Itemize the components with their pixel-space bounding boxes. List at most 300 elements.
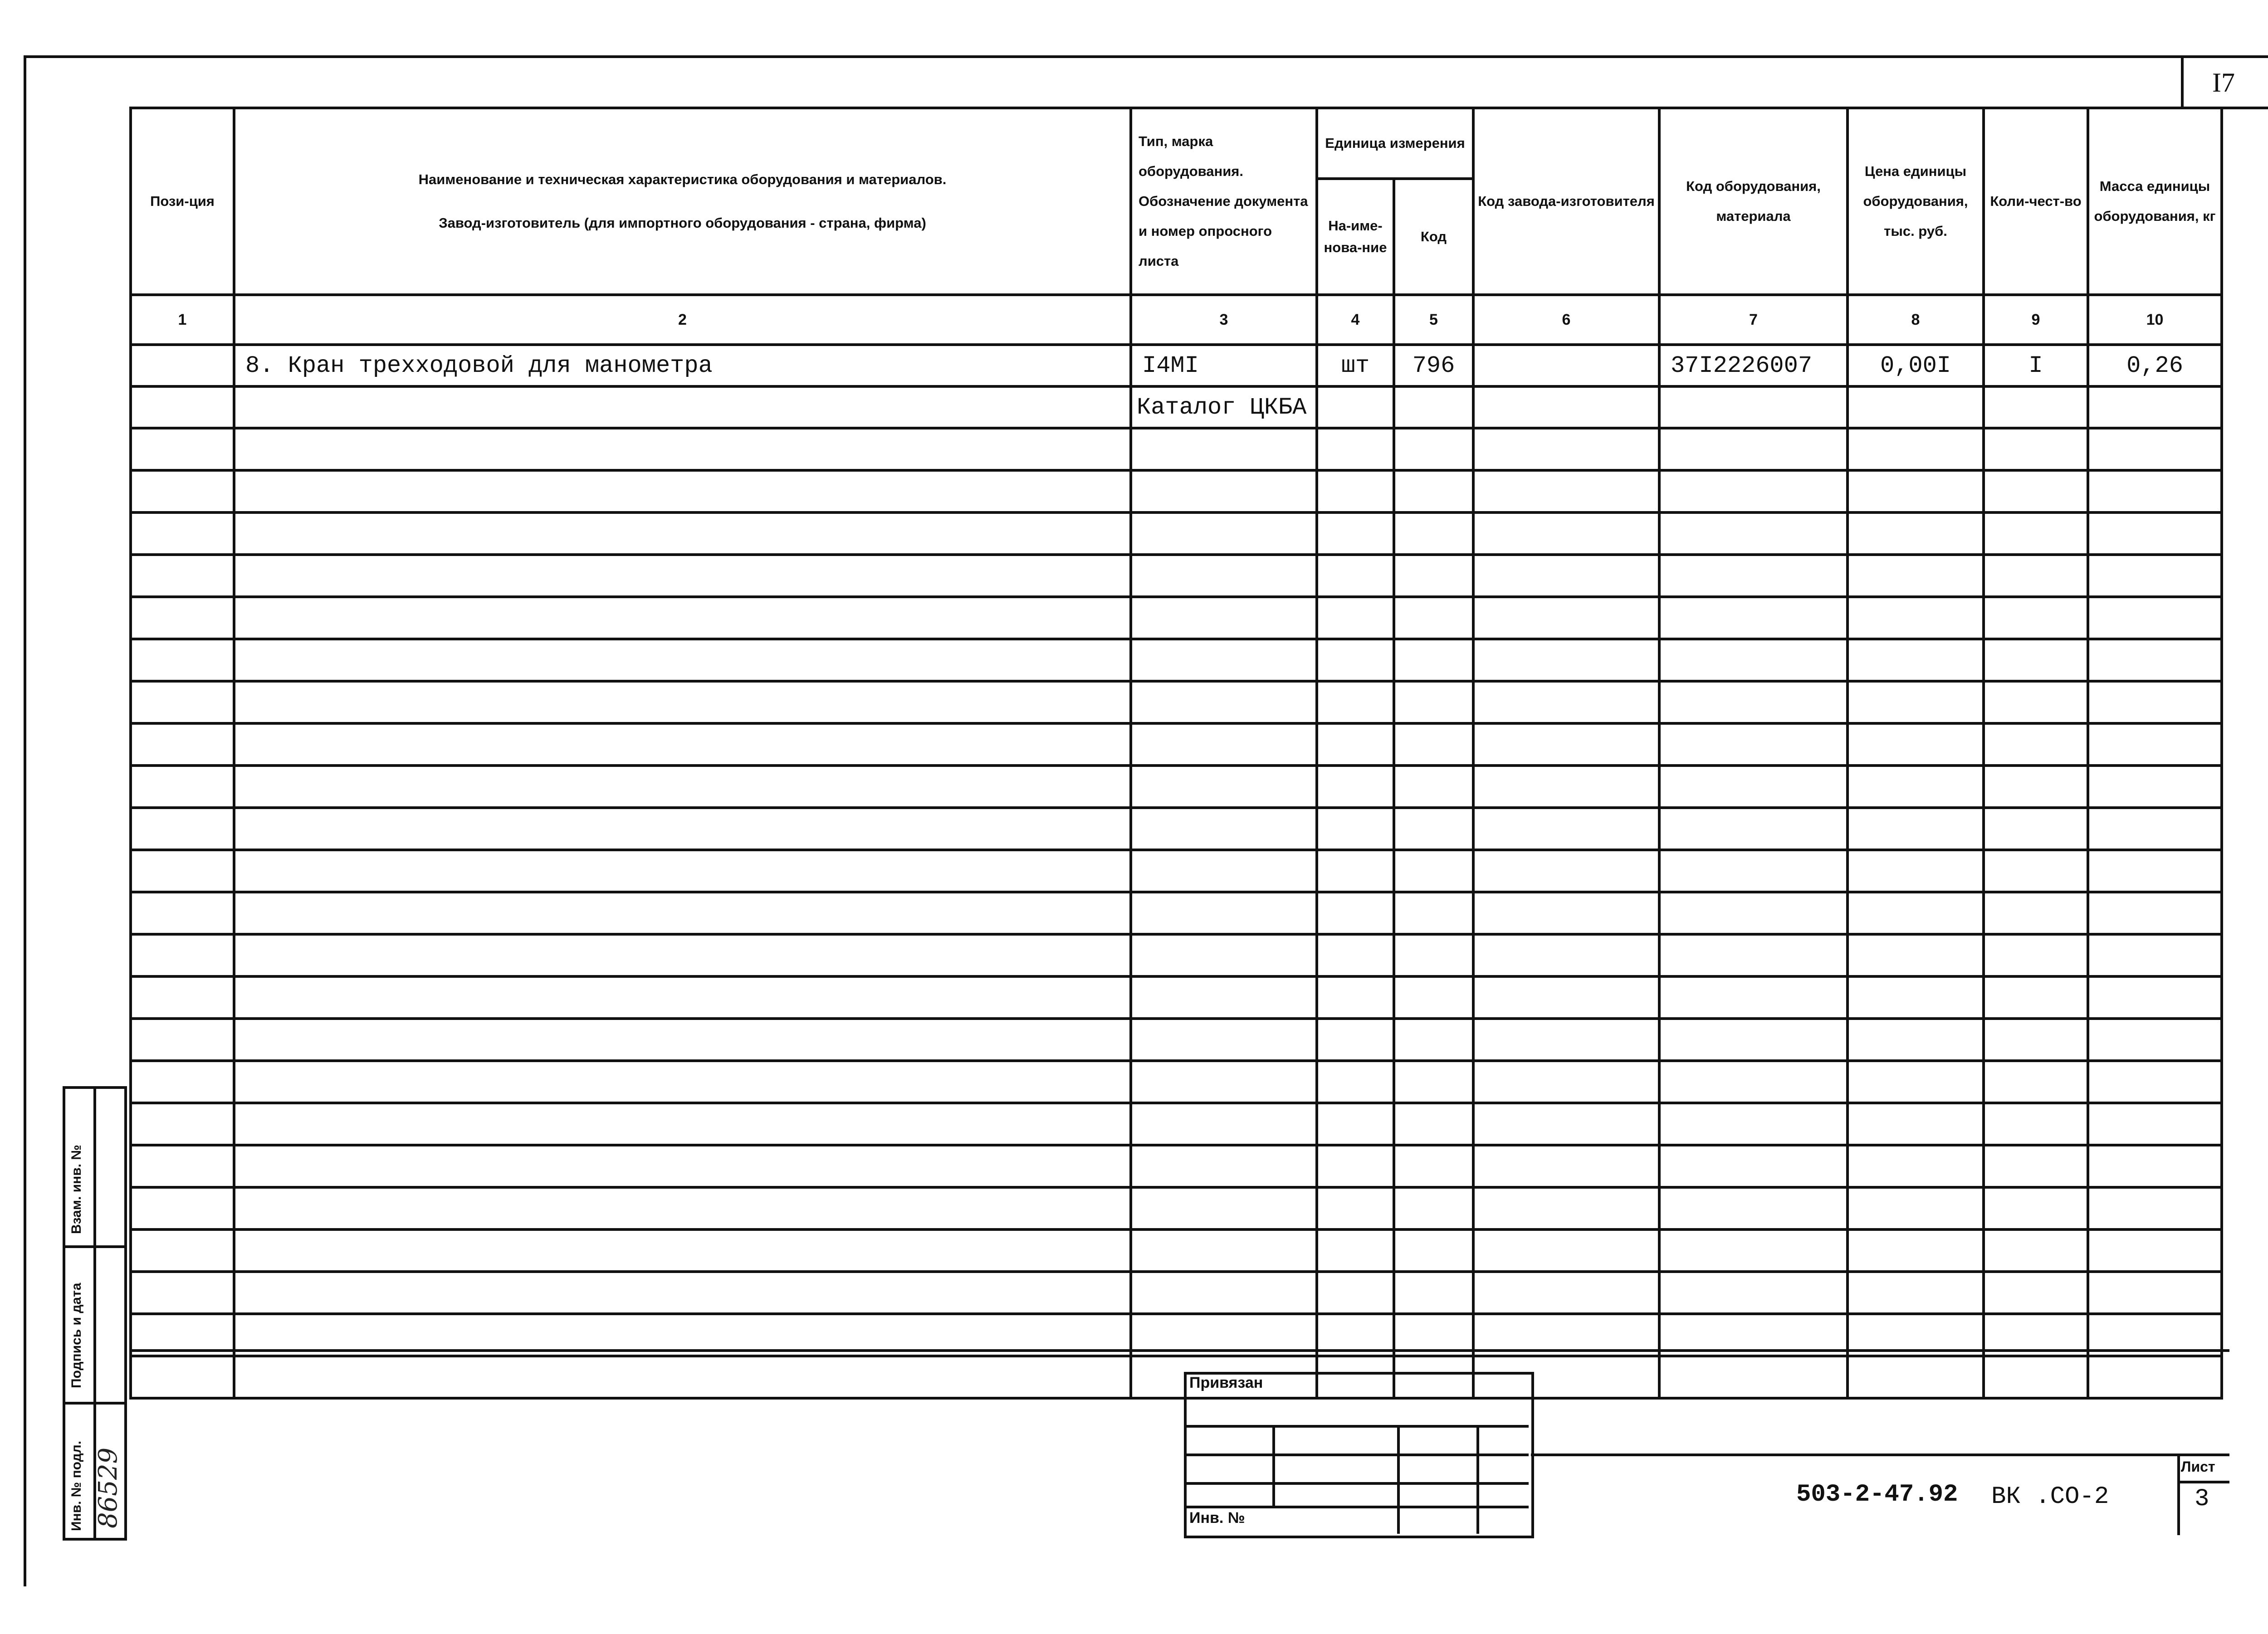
table-row <box>131 1187 2222 1229</box>
bottom-rule <box>129 1349 2229 1352</box>
table-cell <box>1984 1061 2088 1103</box>
table-row <box>131 386 2222 428</box>
table-cell <box>234 850 1131 892</box>
table-cell <box>131 681 234 723</box>
table-cell <box>131 1187 234 1229</box>
table-cell <box>234 512 1131 555</box>
table-cell <box>1394 1187 1473 1229</box>
table-cell <box>1473 892 1659 934</box>
table-cell <box>1131 808 1317 850</box>
table-cell <box>1317 808 1394 850</box>
col-num: 7 <box>1659 295 1848 345</box>
document-code: 503-2-47.92 <box>1796 1481 1958 1508</box>
header-unit-name: На-име-нова-ние <box>1317 179 1394 295</box>
table-row <box>131 976 2222 1019</box>
table-cell <box>1473 597 1659 639</box>
attached-col-line <box>1476 1425 1479 1534</box>
table-cell <box>1984 1103 2088 1145</box>
table-cell <box>131 1356 234 1398</box>
side-label-signature-date: Подпись и дата <box>69 1283 84 1388</box>
table-cell <box>1394 892 1473 934</box>
col-num: 2 <box>234 295 1131 345</box>
table-cell <box>1473 808 1659 850</box>
table-cell <box>234 555 1131 597</box>
table-cell <box>1131 850 1317 892</box>
table-row <box>131 850 2222 892</box>
table-cell <box>1984 470 2088 512</box>
table-cell <box>1317 639 1394 681</box>
table-cell <box>1394 934 1473 976</box>
table-cell <box>1131 512 1317 555</box>
table-cell <box>1984 1019 2088 1061</box>
table-cell <box>2088 639 2222 681</box>
table-cell <box>131 892 234 934</box>
table-row <box>131 1061 2222 1103</box>
table-cell <box>1317 470 1394 512</box>
table-row <box>131 470 2222 512</box>
table-cell <box>1848 597 1984 639</box>
table-cell <box>234 934 1131 976</box>
table-cell <box>234 1229 1131 1272</box>
table-cell <box>1848 1019 1984 1061</box>
header-factory-code: Код завода-изготовителя <box>1473 108 1659 295</box>
table-cell <box>1317 892 1394 934</box>
table-cell <box>1317 1019 1394 1061</box>
attached-col-line <box>1397 1425 1400 1534</box>
table-cell <box>131 1272 234 1314</box>
table-cell <box>2088 1356 2222 1398</box>
table-cell <box>131 808 234 850</box>
table-cell <box>2088 1145 2222 1187</box>
header-unit-code: Код <box>1394 179 1473 295</box>
table-cell <box>234 766 1131 808</box>
table-cell <box>1659 1356 1848 1398</box>
table-cell <box>1659 766 1848 808</box>
table-cell <box>1131 1103 1317 1145</box>
table-cell <box>131 597 234 639</box>
table-cell <box>2088 1229 2222 1272</box>
table-cell <box>1394 723 1473 766</box>
table-cell <box>1317 1061 1394 1103</box>
table-cell <box>1984 597 2088 639</box>
table-cell <box>1473 681 1659 723</box>
table-cell <box>234 470 1131 512</box>
header-unit-group: Единица измерения <box>1317 108 1473 179</box>
table-cell <box>1659 1272 1848 1314</box>
table-cell <box>1394 976 1473 1019</box>
table-row <box>131 808 2222 850</box>
table-cell <box>234 1356 1131 1398</box>
table-cell <box>1473 1061 1659 1103</box>
table-cell <box>234 808 1131 850</box>
table-cell <box>2088 934 2222 976</box>
table-cell <box>1473 766 1659 808</box>
table-cell <box>1984 808 2088 850</box>
table-cell <box>1848 1061 1984 1103</box>
attached-col-line <box>1272 1425 1275 1507</box>
table-row <box>131 1356 2222 1398</box>
side-divider <box>65 1245 124 1248</box>
table-cell <box>1131 639 1317 681</box>
section-code: ВК .СО-2 <box>1991 1483 2109 1511</box>
table-row <box>131 597 2222 639</box>
table-cell <box>2088 976 2222 1019</box>
table-cell <box>1317 934 1394 976</box>
table-cell <box>1848 934 1984 976</box>
cell-mass: 0,26 <box>2088 345 2222 386</box>
cell-mass <box>2088 386 2222 428</box>
table-cell <box>1659 555 1848 597</box>
table-cell <box>234 1103 1131 1145</box>
table-cell <box>1659 681 1848 723</box>
table-cell <box>1394 1272 1473 1314</box>
table-cell <box>131 1019 234 1061</box>
table-cell <box>1394 512 1473 555</box>
table-cell <box>1473 470 1659 512</box>
table-cell <box>1473 934 1659 976</box>
cell-unit-code: 796 <box>1394 345 1473 386</box>
table-cell <box>2088 512 2222 555</box>
table-cell <box>1848 976 1984 1019</box>
table-cell <box>1317 1229 1394 1272</box>
table-cell <box>1984 976 2088 1019</box>
cell-quantity <box>1984 386 2088 428</box>
table-cell <box>131 723 234 766</box>
table-cell <box>1659 428 1848 470</box>
handwritten-inv-number: 86529 <box>93 1447 123 1528</box>
table-cell <box>131 1061 234 1103</box>
table-cell <box>234 428 1131 470</box>
table-cell <box>1131 1019 1317 1061</box>
table-cell <box>1394 428 1473 470</box>
table-cell <box>1317 723 1394 766</box>
header-name <box>234 108 1131 295</box>
table-cell <box>2088 1103 2222 1145</box>
cell-unit-name: шт <box>1317 345 1394 386</box>
table-cell <box>1848 723 1984 766</box>
col-num: 3 <box>1131 295 1317 345</box>
table-cell <box>2088 850 2222 892</box>
table-cell <box>1473 639 1659 681</box>
table-cell <box>1394 1229 1473 1272</box>
table-cell <box>1131 892 1317 934</box>
attached-label: Привязан <box>1189 1374 1263 1391</box>
cell-name <box>234 386 1131 428</box>
table-cell <box>1473 976 1659 1019</box>
table-cell <box>1394 1061 1473 1103</box>
table-cell <box>1473 850 1659 892</box>
table-cell <box>2088 428 2222 470</box>
specification-table <box>129 107 2223 1400</box>
table-cell <box>1394 639 1473 681</box>
page-number: I7 <box>2212 68 2235 98</box>
cell-price: 0,00I <box>1848 345 1984 386</box>
table-cell <box>1473 1145 1659 1187</box>
table-cell <box>1984 639 2088 681</box>
table-cell <box>1984 681 2088 723</box>
table-cell <box>1394 1019 1473 1061</box>
table-row <box>131 512 2222 555</box>
table-cell <box>1848 1272 1984 1314</box>
table-cell <box>234 976 1131 1019</box>
table-cell <box>2088 1019 2222 1061</box>
table-cell <box>1473 1019 1659 1061</box>
table-cell <box>2088 681 2222 723</box>
table-cell <box>1473 1229 1659 1272</box>
table-row <box>131 1019 2222 1061</box>
header-equipment-code: Код оборудования, материала <box>1659 108 1848 295</box>
table-cell <box>234 1019 1131 1061</box>
table-cell <box>1848 639 1984 681</box>
table-cell <box>2088 892 2222 934</box>
header-quantity: Коли-чест-во <box>1984 108 2088 295</box>
table-cell <box>1659 976 1848 1019</box>
column-number-row <box>131 295 2222 345</box>
table-cell <box>131 555 234 597</box>
table-cell <box>1131 470 1317 512</box>
table-cell <box>1984 428 2088 470</box>
table-cell <box>1131 428 1317 470</box>
table-cell <box>1473 555 1659 597</box>
table-cell <box>1659 1187 1848 1229</box>
table-cell <box>1473 428 1659 470</box>
table-cell <box>1848 1229 1984 1272</box>
side-label-inv-replace: Взам. инв. № <box>69 1145 84 1234</box>
table-cell <box>1848 1356 1984 1398</box>
header-price: Цена единицы оборудования, тыс. руб. <box>1848 108 1984 295</box>
col-num: 4 <box>1317 295 1394 345</box>
table-cell <box>2088 766 2222 808</box>
sheet-number: 3 <box>2195 1485 2209 1513</box>
table-cell <box>1659 850 1848 892</box>
table-cell <box>1659 470 1848 512</box>
cell-factory-code <box>1473 345 1659 386</box>
table-cell <box>1131 1187 1317 1229</box>
table-cell <box>1394 681 1473 723</box>
table-cell <box>2088 1187 2222 1229</box>
table-cell <box>1659 1019 1848 1061</box>
cell-position <box>131 345 234 386</box>
table-cell <box>1659 723 1848 766</box>
cell-type: I4MI <box>1131 345 1317 386</box>
table-cell <box>234 597 1131 639</box>
cell-quantity: I <box>1984 345 2088 386</box>
table-cell <box>1984 555 2088 597</box>
table-cell <box>1131 1061 1317 1103</box>
table-row <box>131 681 2222 723</box>
header-row <box>131 108 2222 179</box>
table-cell <box>1984 1187 2088 1229</box>
cell-type: Каталог ЦКБА <box>1131 386 1317 428</box>
table-cell <box>1848 555 1984 597</box>
table-cell <box>1131 597 1317 639</box>
header-name-line2: Завод-изготовитель (для импортного оборудования - страна, фирма) <box>439 215 926 231</box>
table-cell <box>1473 1187 1659 1229</box>
table-cell <box>131 1103 234 1145</box>
table-cell <box>131 512 234 555</box>
table-cell <box>1659 934 1848 976</box>
table-cell <box>1317 1187 1394 1229</box>
table-cell <box>234 639 1131 681</box>
title-block-rule <box>1531 1454 2229 1456</box>
header-type: Тип, марка оборудования. Обозначение документа и номер опросного листа <box>1131 108 1317 295</box>
table-row <box>131 345 2222 386</box>
table-cell <box>1317 1145 1394 1187</box>
sheet-label: Лист <box>2181 1458 2215 1475</box>
col-num: 5 <box>1394 295 1473 345</box>
table-cell <box>1848 892 1984 934</box>
cell-equipment-code: 37I2226007 <box>1659 345 1848 386</box>
cell-name: 8. Кран трехходовой для манометра <box>234 345 1131 386</box>
table-cell <box>1984 766 2088 808</box>
table-cell <box>2088 555 2222 597</box>
table-cell <box>1317 1272 1394 1314</box>
table-cell <box>1848 1187 1984 1229</box>
table-cell <box>1317 850 1394 892</box>
table-cell <box>1131 766 1317 808</box>
table-cell <box>1659 597 1848 639</box>
table-cell <box>1848 512 1984 555</box>
table-row <box>131 428 2222 470</box>
table-cell <box>234 1187 1131 1229</box>
table-cell <box>2088 1272 2222 1314</box>
table-cell <box>1394 1103 1473 1145</box>
table-cell <box>2088 470 2222 512</box>
table-cell <box>1984 934 2088 976</box>
cell-unit-code <box>1394 386 1473 428</box>
table-cell <box>1317 766 1394 808</box>
table-cell <box>1394 597 1473 639</box>
table-cell <box>1659 1103 1848 1145</box>
table-cell <box>1394 470 1473 512</box>
header-mass: Масса единицы оборудования, кг <box>2088 108 2222 295</box>
table-cell <box>1659 512 1848 555</box>
header-position: Пози-ция <box>131 108 234 295</box>
table-cell <box>234 1145 1131 1187</box>
side-divider <box>65 1402 124 1405</box>
inv-no-label: Инв. № <box>1189 1509 1245 1527</box>
table-cell <box>131 1145 234 1187</box>
table-cell <box>131 1229 234 1272</box>
table-cell <box>1317 1103 1394 1145</box>
table-cell <box>1984 892 2088 934</box>
table-cell <box>1131 976 1317 1019</box>
table-cell <box>1848 808 1984 850</box>
col-num: 9 <box>1984 295 2088 345</box>
table-row <box>131 555 2222 597</box>
table-cell <box>1131 681 1317 723</box>
cell-unit-name <box>1317 386 1394 428</box>
table-cell <box>1131 934 1317 976</box>
table-cell <box>131 976 234 1019</box>
table-cell <box>131 470 234 512</box>
table-cell <box>1473 1272 1659 1314</box>
table-cell <box>1317 597 1394 639</box>
table-cell <box>1984 850 2088 892</box>
table-cell <box>1659 892 1848 934</box>
table-cell <box>131 428 234 470</box>
table-cell <box>1659 808 1848 850</box>
cell-factory-code <box>1473 386 1659 428</box>
table-cell <box>2088 808 2222 850</box>
table-cell <box>1131 1229 1317 1272</box>
table-row <box>131 639 2222 681</box>
table-cell <box>234 892 1131 934</box>
table-cell <box>1659 1061 1848 1103</box>
table-cell <box>1848 681 1984 723</box>
table-cell <box>1131 555 1317 597</box>
cell-price <box>1848 386 1984 428</box>
table-cell <box>131 850 234 892</box>
col-num: 6 <box>1473 295 1659 345</box>
table-cell <box>234 723 1131 766</box>
table-cell <box>1394 808 1473 850</box>
table-cell <box>2088 1061 2222 1103</box>
table-cell <box>1848 1145 1984 1187</box>
table-row <box>131 892 2222 934</box>
table-cell <box>234 681 1131 723</box>
table-cell <box>131 766 234 808</box>
table-row <box>131 1145 2222 1187</box>
table-cell <box>1848 428 1984 470</box>
sheet-box-divider <box>2177 1481 2229 1483</box>
table-cell <box>1659 1229 1848 1272</box>
table-cell <box>1317 681 1394 723</box>
table-cell <box>1131 1272 1317 1314</box>
table-cell <box>1317 555 1394 597</box>
cell-equipment-code <box>1659 386 1848 428</box>
table-cell <box>1131 1145 1317 1187</box>
table-cell <box>1317 428 1394 470</box>
table-cell <box>1984 1145 2088 1187</box>
table-cell <box>1984 1272 2088 1314</box>
table-cell <box>234 1061 1131 1103</box>
table-cell <box>1984 723 2088 766</box>
table-cell <box>1848 1103 1984 1145</box>
table-cell <box>1659 1145 1848 1187</box>
table-cell <box>1473 1103 1659 1145</box>
table-cell <box>1984 1229 2088 1272</box>
table-cell <box>1473 723 1659 766</box>
table-cell <box>1394 555 1473 597</box>
table-cell <box>1131 723 1317 766</box>
table-cell <box>1984 512 2088 555</box>
table-cell <box>234 1272 1131 1314</box>
table-cell <box>1317 976 1394 1019</box>
table-row <box>131 934 2222 976</box>
table-row <box>131 766 2222 808</box>
table-row <box>131 1103 2222 1145</box>
table-cell <box>1394 850 1473 892</box>
table-cell <box>2088 723 2222 766</box>
table-cell <box>1394 1145 1473 1187</box>
table-cell <box>1848 850 1984 892</box>
table-cell <box>1984 1356 2088 1398</box>
side-label-inv-original: Инв. № подл. <box>69 1440 84 1531</box>
table-cell <box>1659 639 1848 681</box>
table-cell <box>1848 766 1984 808</box>
table-cell <box>131 934 234 976</box>
table-row <box>131 1272 2222 1314</box>
table-cell <box>1394 766 1473 808</box>
table-row <box>131 1229 2222 1272</box>
table-row <box>131 723 2222 766</box>
header-name-line1: Наименование и техническая характеристика оборудования и материалов. <box>418 171 947 187</box>
table-cell <box>1473 512 1659 555</box>
col-num: 8 <box>1848 295 1984 345</box>
col-num: 10 <box>2088 295 2222 345</box>
cell-position <box>131 386 234 428</box>
